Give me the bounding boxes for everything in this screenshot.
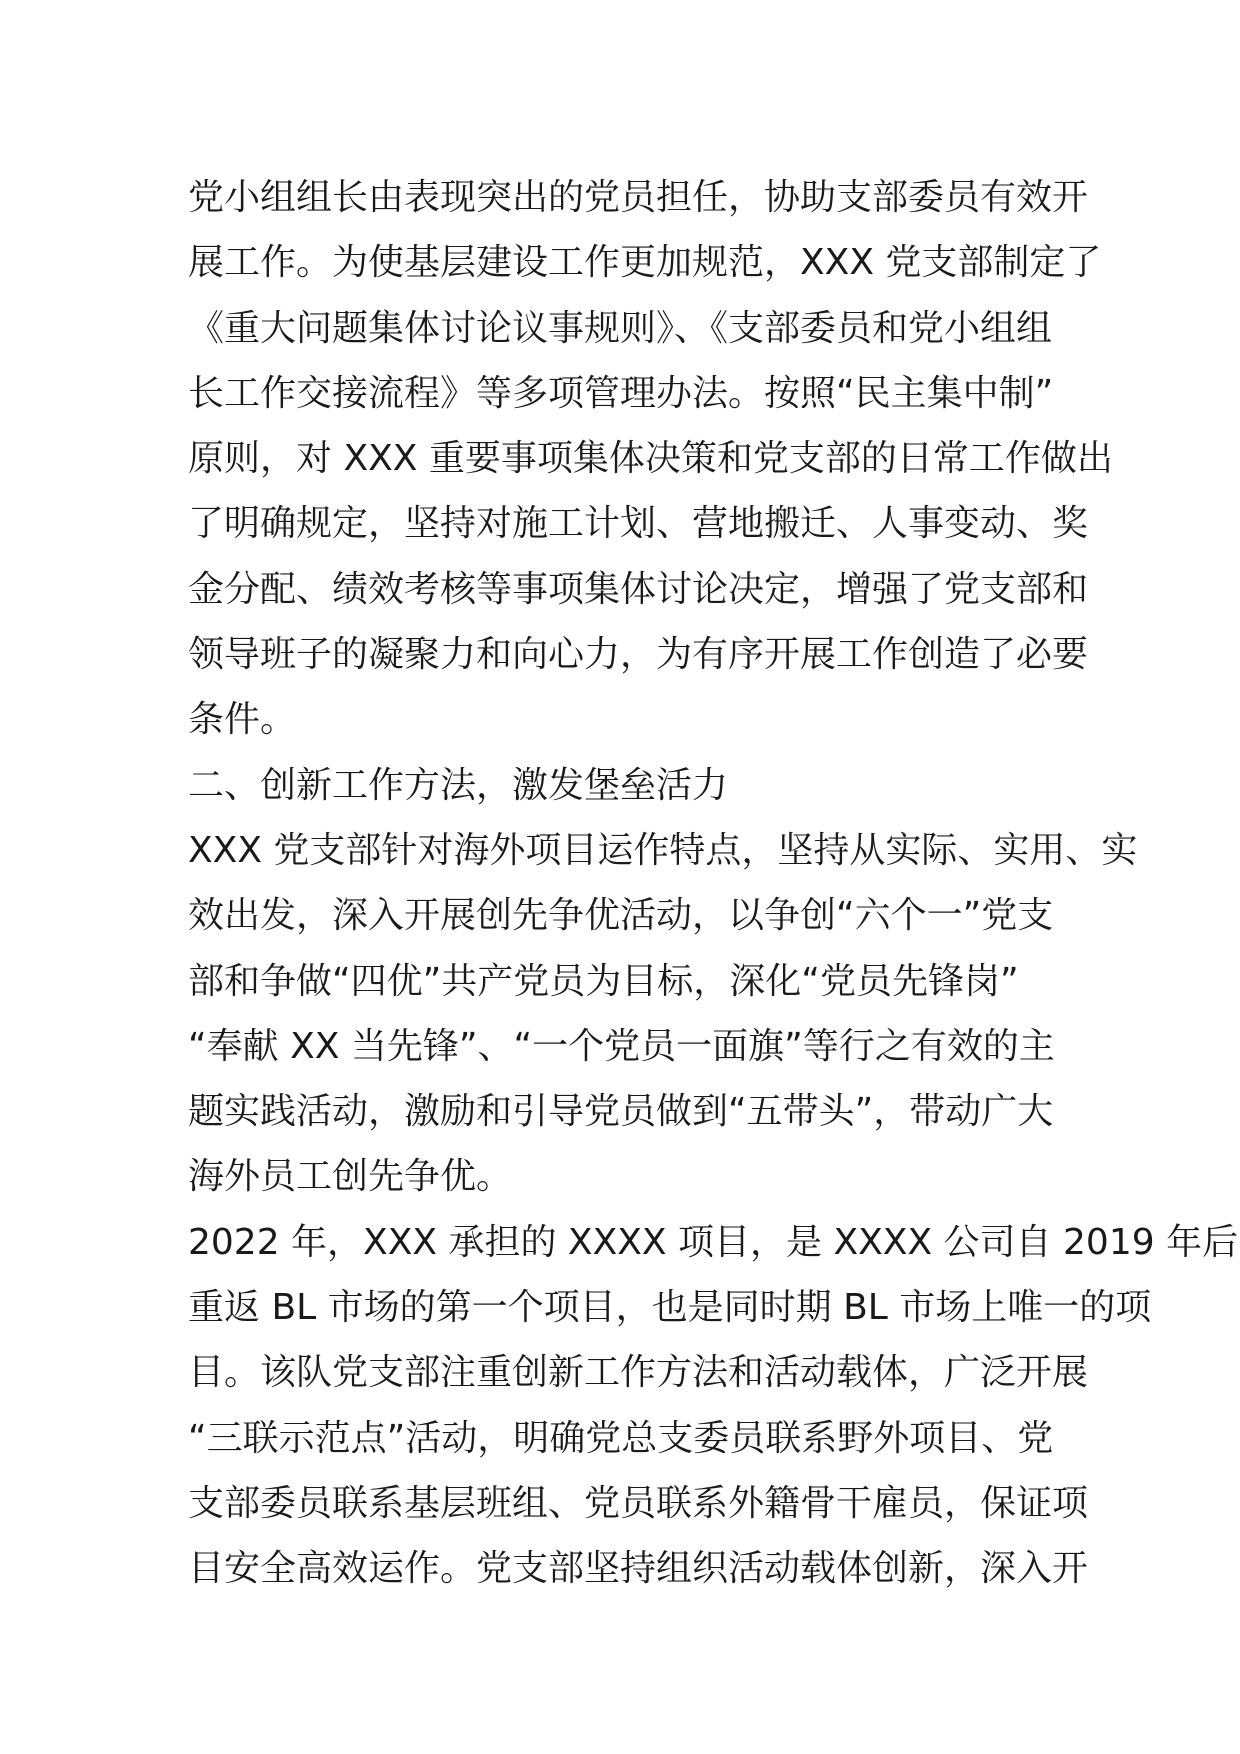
text-line: 条件。 — [188, 699, 297, 741]
text-line: “三联示范点”活动，明确党总支委员联系野外项目、党 — [188, 1417, 1054, 1459]
text-line: 2022 年，XXX 承担的 XXXX 项目，是 XXXX 公司自 2019 年后 — [188, 1221, 1239, 1263]
paragraph-2 — [188, 818, 1138, 1210]
text-line: 党小组组长由表现突出的党员担任，协助支部委员有效开 — [188, 177, 1089, 218]
text-line: 效出发，深入开展创先争优活动，以争创“六个一”党支 — [188, 895, 1054, 937]
text-line: 领导班子的凝聚力和向心力，为有序开展工作创造了必要 — [188, 634, 1089, 676]
text-line: 目安全高效运作。党支部坚持组织活动载体创新，深入开 — [188, 1548, 1089, 1590]
text-line: 重返 BL 市场的第一个项目，也是同时期 BL 市场上唯一的项 — [188, 1287, 1152, 1329]
paragraph-3 — [188, 1210, 1239, 1602]
text-line: 海外员工创先争优。 — [188, 1156, 513, 1198]
text-line: 《重大问题集体讨论议事规则》、《支部委员和党小组组 — [188, 307, 1053, 349]
paragraph-1 — [188, 165, 1113, 753]
text-line: 目。该队党支部注重创新工作方法和活动载体，广泛开展 — [188, 1352, 1089, 1394]
text-line: 了明确规定，坚持对施工计划、营地搬迁、人事变动、奖 — [188, 503, 1089, 545]
text-line: 题实践活动，激励和引导党员做到“五带头”，带动广大 — [188, 1091, 1054, 1133]
text-line: XXX 党支部针对海外项目运作特点，坚持从实际、实用、实 — [188, 829, 1138, 871]
text-line: 金分配、绩效考核等事项集体讨论决定，增强了党支部和 — [188, 568, 1089, 610]
text-line: 部和争做“四优”共产党员为目标，深化“党员先锋岗” — [188, 960, 1019, 1002]
text-line: 支部委员联系基层班组、党员联系外籍骨干雇员，保证项 — [188, 1482, 1089, 1524]
text-line: “奉献 XX 当先锋”、“一个党员一面旗”等行之有效的主 — [188, 1025, 1055, 1067]
text-line: 原则，对 XXX 重要事项集体决策和党支部的日常工作做出 — [188, 438, 1113, 480]
section-heading: 二、创新工作方法，激发堡垒活力 — [188, 764, 729, 806]
text-line: 展工作。为使基层建设工作更加规范，XXX 党支部制定了 — [188, 242, 1102, 284]
text-line: 长工作交接流程》等多项管理办法。按照“民主集中制” — [188, 372, 1054, 414]
document-body — [188, 165, 1239, 1602]
